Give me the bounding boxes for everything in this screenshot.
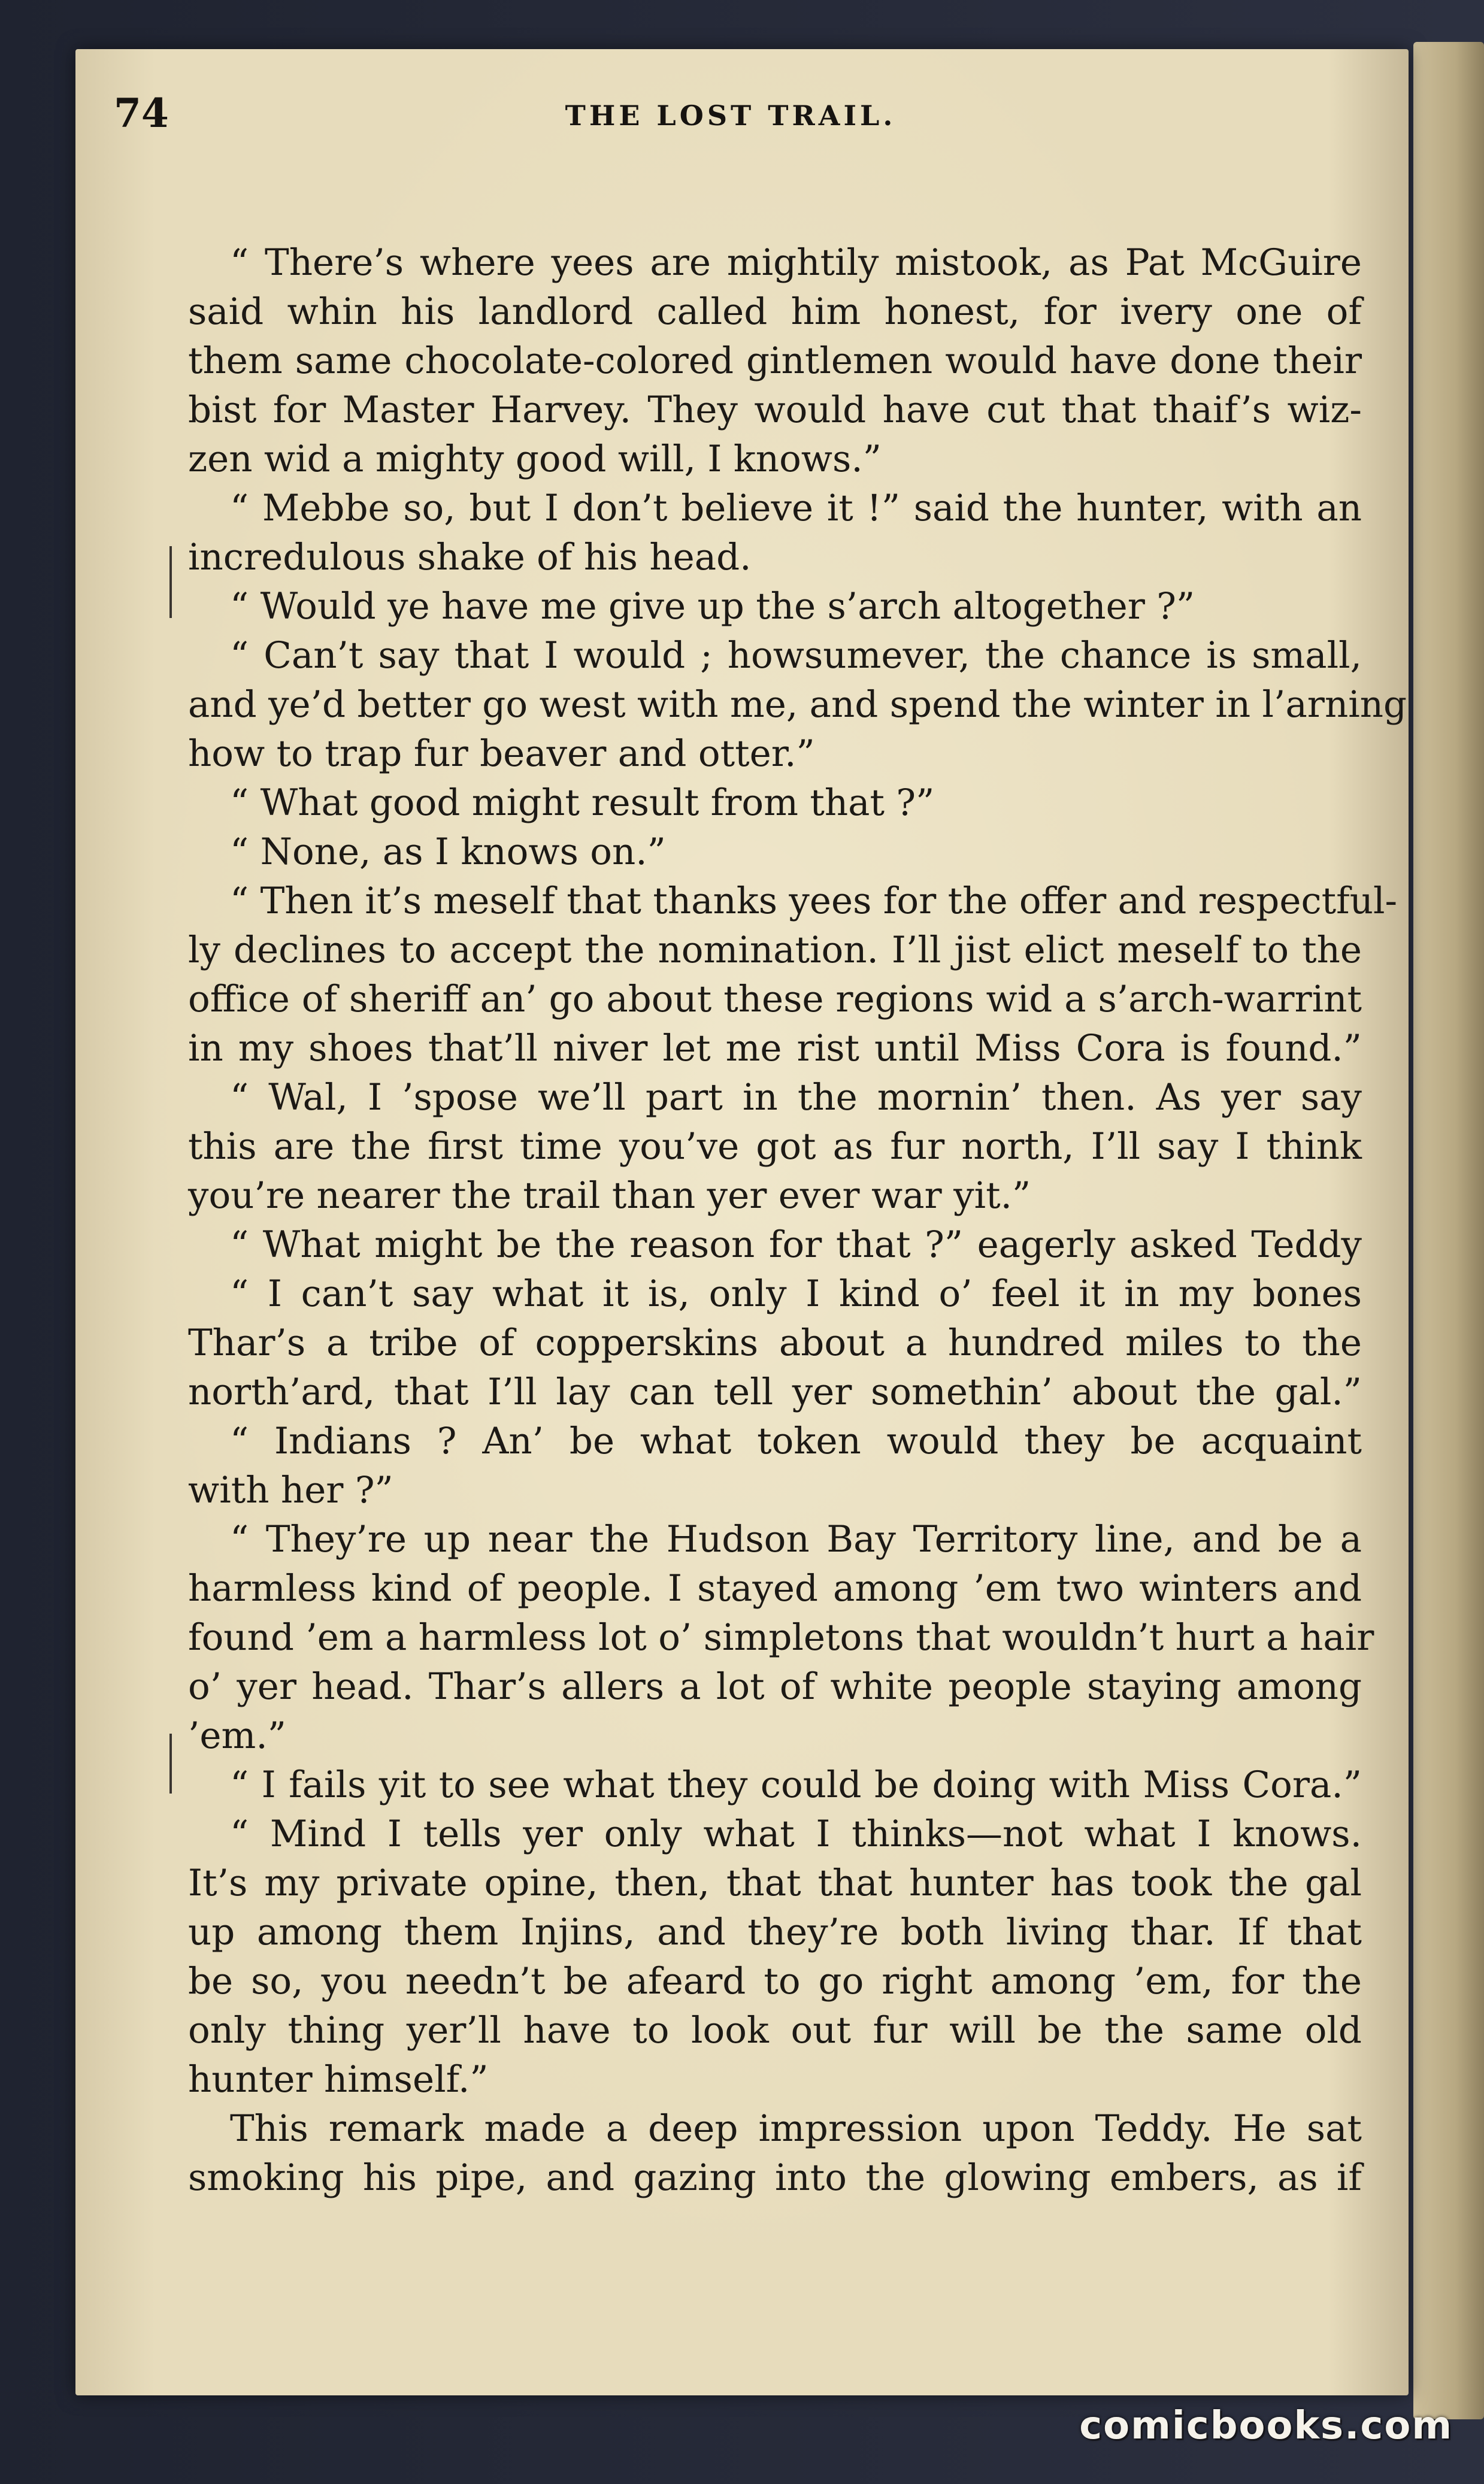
text-line: “ Mebbe so, but I don’t believe it !” said the hunter, with an xyxy=(230,487,1362,529)
text-line: “ Would ye have me give up the s’arch altogether ?” xyxy=(230,585,1195,628)
body-text xyxy=(188,238,1407,2203)
text-line: only thing yer’ll have to look out fur will be the same old xyxy=(188,2009,1362,2052)
margin-pencil-mark xyxy=(169,546,172,618)
text-line: you’re nearer the trail than yer ever war yit.” xyxy=(188,1174,1031,1217)
text-line: “ There’s where yees are mightily mistook, as Pat McGuire xyxy=(230,241,1362,284)
text-line: It’s my private opine, then, that that hunter has took the gal xyxy=(188,1862,1362,1904)
text-line: north’ard, that I’ll lay can tell yer somethin’ about the gal.” xyxy=(188,1371,1362,1413)
text-line: this are the first time you’ve got as fur north, I’ll say I think xyxy=(188,1125,1362,1168)
page-header xyxy=(114,90,1312,150)
text-line: harmless kind of people. I stayed among ’em two winters and xyxy=(188,1567,1362,1610)
text-line: “ Indians ? An’ be what token would they be acquaint xyxy=(230,1420,1362,1462)
text-line: This remark made a deep impression upon Teddy. He sat xyxy=(230,2107,1362,2150)
text-line: smoking his pipe, and gazing into the glowing embers, as if xyxy=(188,2156,1362,2199)
text-line: how to trap fur beaver and otter.” xyxy=(188,732,815,775)
text-line: hunter himself.” xyxy=(188,2058,489,2101)
text-line: ly declines to accept the nomination. I’ll jist elict meself to the xyxy=(188,929,1362,971)
text-line: be so, you needn’t be afeard to go right among ’em, for the xyxy=(188,1960,1362,2003)
text-line: found ’em a harmless lot o’ simpletons that wouldn’t hurt a hair xyxy=(188,1616,1374,1659)
margin-pencil-mark xyxy=(169,1734,172,1794)
text-line: and ye’d better go west with me, and spend the winter in l’arning xyxy=(188,683,1407,726)
text-line: “ None, as I knows on.” xyxy=(230,831,666,873)
text-line: bist for Master Harvey. They would have cut that thaif’s wiz- xyxy=(188,389,1362,431)
text-line: “ They’re up near the Hudson Bay Territory line, and be a xyxy=(230,1518,1362,1561)
text-line: “ What might be the reason for that ?” eagerly asked Teddy xyxy=(230,1223,1362,1266)
text-line: ’em.” xyxy=(188,1714,286,1757)
page-number: 74 xyxy=(114,90,169,137)
text-line: incredulous shake of his head. xyxy=(188,536,752,578)
adjacent-page-edge xyxy=(1413,42,1484,2419)
text-line: Thar’s a tribe of copperskins about a hundred miles to the xyxy=(188,1322,1362,1364)
text-line: up among them Injins, and they’re both living thar. If that xyxy=(188,1911,1362,1953)
text-line: “ I can’t say what it is, only I kind o’ feel it in my bones xyxy=(230,1273,1362,1315)
text-line: with her ?” xyxy=(188,1469,393,1511)
text-line: o’ yer head. Thar’s allers a lot of white people staying among xyxy=(188,1665,1362,1708)
running-title: THE LOST TRAIL. xyxy=(565,99,897,132)
watermark: comicbooks.com xyxy=(1079,2404,1453,2448)
text-line: “ Mind I tells yer only what I thinks—not what I knows. xyxy=(230,1813,1362,1855)
text-line: said whin his landlord called him honest, for ivery one of xyxy=(188,290,1362,333)
text-line: them same chocolate-colored gintlemen would have done their xyxy=(188,340,1362,382)
text-line: zen wid a mighty good will, I knows.” xyxy=(188,438,882,480)
text-line: in my shoes that’ll niver let me rist until Miss Cora is found.” xyxy=(188,1027,1362,1070)
text-line: “ Wal, I ’spose we’ll part in the mornin’ then. As yer say xyxy=(230,1076,1362,1119)
text-line: “ I fails yit to see what they could be doing with Miss Cora.” xyxy=(230,1764,1362,1806)
text-line: office of sheriff an’ go about these regions wid a s’arch-warrint xyxy=(188,978,1362,1020)
text-line: “ Can’t say that I would ; howsumever, the chance is small, xyxy=(230,634,1362,677)
text-line: “ Then it’s meself that thanks yees for the offer and respectful- xyxy=(230,880,1398,922)
text-line: “ What good might result from that ?” xyxy=(230,781,935,824)
